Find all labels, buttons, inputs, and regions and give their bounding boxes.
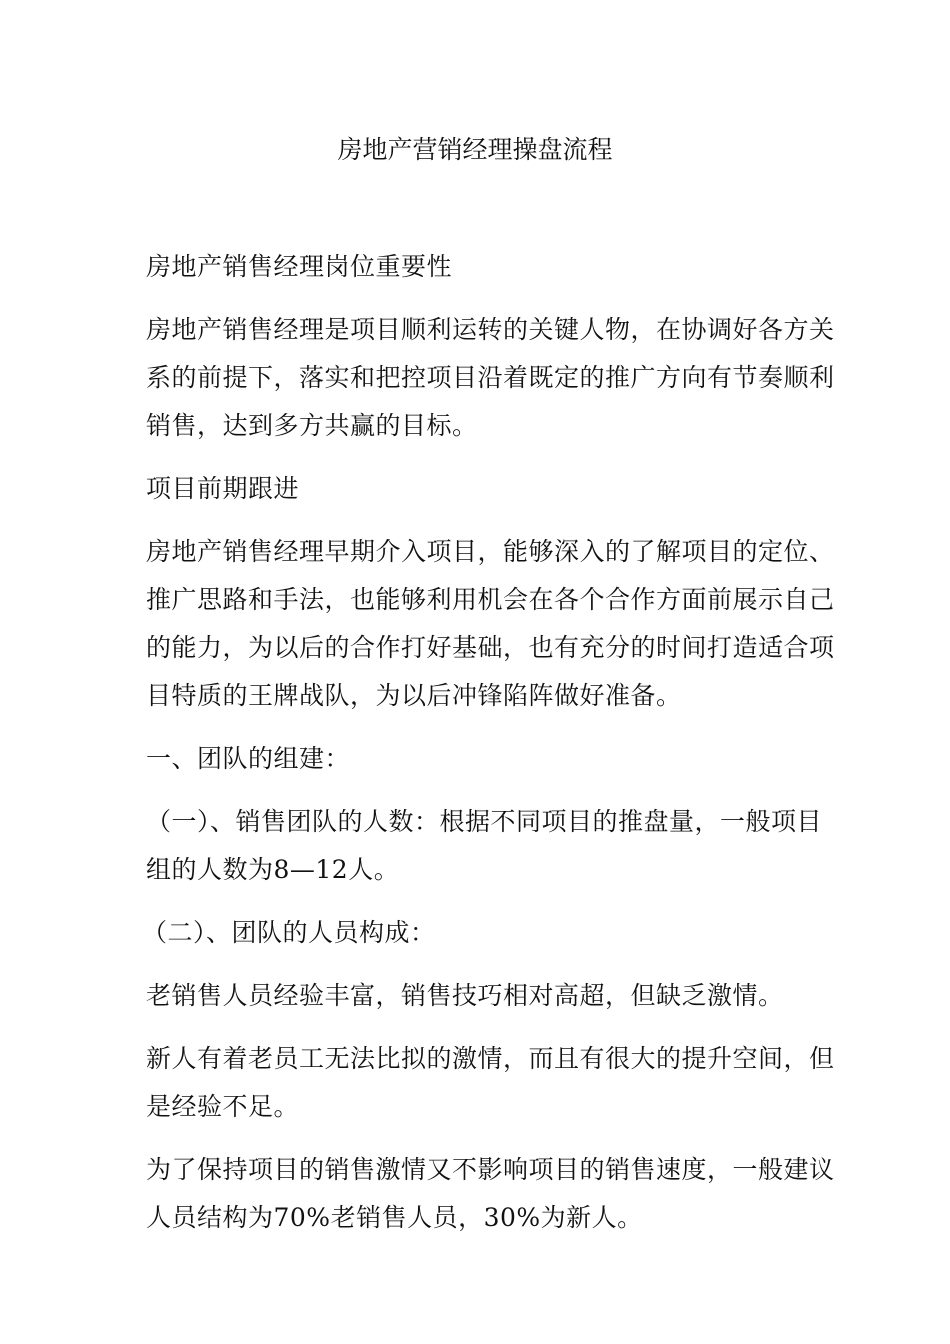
section-heading-importance: 房地产销售经理岗位重要性 [146, 252, 453, 281]
subheading-team-composition: （二）、团队的人员构成： [142, 918, 436, 947]
section-heading-early-followup: 项目前期跟进 [146, 474, 300, 503]
document-body [142, 243, 836, 1257]
document-title: 房地产营销经理操盘流程 [337, 135, 613, 164]
paragraph-staff-ratio: 为了保持项目的销售激情又不影响项目的销售速度，一般建议人员结构为70%老销售人员，30%为新人。 [146, 1155, 835, 1232]
paragraph-new-staff: 新人有着老员工无法比拟的激情，而且有很大的提升空间，但是经验不足。 [146, 1044, 835, 1121]
paragraph-importance: 房地产销售经理是项目顺利运转的关键人物，在协调好各方关系的前提下，落实和把控项目沿着既定的推广方向有节奏顺利销售，达到多方共赢的目标。 [146, 315, 835, 440]
section-heading-team-building: 一、团队的组建： [146, 744, 351, 773]
paragraph-early-followup: 房地产销售经理早期介入项目，能够深入的了解项目的定位、推广思路和手法，也能够利用机会在各个合作方面前展示自己的能力，为以后的合作打好基础，也有充分的时间打造适合项目特质的王牌战队，为以后冲锋陷阵做好准备。 [146, 537, 835, 710]
paragraph-team-size: （一）、销售团队的人数：根据不同项目的推盘量，一般项目组的人数为8—12人。 [146, 807, 823, 884]
paragraph-senior-staff: 老销售人员经验丰富，销售技巧相对高超，但缺乏激情。 [146, 981, 784, 1010]
